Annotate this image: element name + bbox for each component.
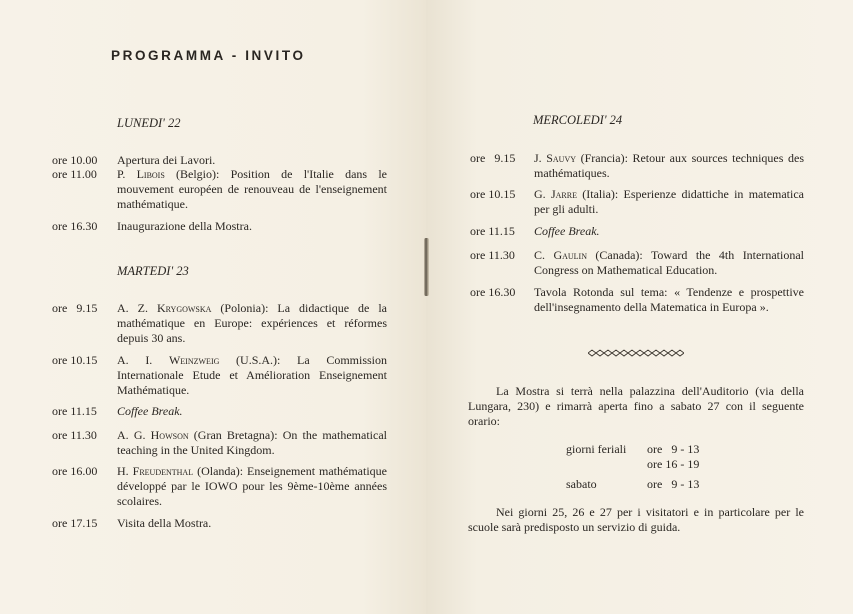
- event-tue-1: A. Z. Krygowska (Polonia): La didactique de la mathématique en Europe: expériences et réformes depuis 30 ans.: [117, 301, 387, 345]
- event-tue-5: H. Freudenthal (Olanda): Enseignement mathématique développé par le IOWO pour les 9ème-10ème années scolaires.: [117, 464, 387, 508]
- day-heading-wednesday: MERCOLEDI' 24: [533, 113, 623, 127]
- time-mon-2: ore 11.00: [52, 167, 97, 181]
- event-wed-4: C. Gaulin (Canada): Toward the 4th International Congress on Mathematical Education.: [534, 248, 804, 277]
- time-mon-3: ore 16.30: [52, 219, 98, 233]
- speaker-name: Sauvy: [546, 151, 577, 165]
- speaker-name: P. Libois: [117, 167, 165, 181]
- event-wed-3: Coffee Break.: [534, 224, 600, 238]
- day-heading-monday: LUNEDI' 22: [117, 116, 181, 130]
- time-wed-1: ore 9.15: [470, 151, 516, 165]
- event-tue-4: A. G. Howson (Gran Bretagna): On the mathematical teaching in the United Kingdom.: [117, 428, 387, 457]
- speaker-name: Weinzweig: [168, 353, 220, 367]
- day-heading-tuesday: MARTEDI' 23: [117, 264, 189, 278]
- event-mon-3: Inaugurazione della Mostra.: [117, 219, 252, 233]
- guide-note: Nei giorni 25, 26 e 27 per i visitatori e in particolare per le scuole sarà predisposto un servizio di guida.: [468, 505, 804, 534]
- time-tue-6: ore 17.15: [52, 516, 98, 530]
- time-tue-5: ore 16.00: [52, 464, 98, 478]
- time-mon-1: ore 10.00: [52, 153, 98, 167]
- speaker-name: Freudenthal: [132, 464, 194, 478]
- event-tue-6: Visita della Mostra.: [117, 516, 212, 530]
- event-mon-1: Apertura dei Lavori.: [117, 153, 216, 167]
- time-wed-3: ore 11.15: [470, 224, 515, 238]
- speaker-name: Jarre: [550, 187, 577, 201]
- weekdays-hours-morning: ore 9 - 13: [647, 442, 700, 456]
- weekdays-label: giorni feriali: [566, 442, 627, 456]
- event-tue-2: A. I. Weinzweig (U.S.A.): La Commission Internationale Etude et Amélioration Enseignement Mathématique.: [117, 353, 387, 397]
- event-tue-3: Coffee Break.: [117, 404, 183, 418]
- event-wed-5: Tavola Rotonda sul tema: « Tendenze e prospettive dell'insegnamento della Matematica in Europa ».: [534, 285, 804, 314]
- time-tue-1: ore 9.15: [52, 301, 98, 315]
- time-wed-2: ore 10.15: [470, 187, 516, 201]
- time-tue-3: ore 11.15: [52, 404, 97, 418]
- weekdays-hours-afternoon: ore 16 - 19: [647, 457, 700, 471]
- event-wed-2: G. Jarre (Italia): Esperienze didattiche in matematica per gli adulti.: [534, 187, 805, 216]
- left-page: [0, 0, 426, 614]
- time-wed-4: ore 11.30: [470, 248, 515, 262]
- time-tue-2: ore 10.15: [52, 353, 98, 367]
- binding-staple: [424, 238, 429, 296]
- saturday-label: sabato: [566, 477, 597, 491]
- event-mon-2: P. Libois (Belgio): Position de l'Italie dans le mouvement européen de renouveau de l'enseignement mathématique.: [117, 167, 387, 211]
- ornament-divider: [588, 349, 684, 357]
- exhibition-paragraph: La Mostra si terrà nella palazzina dell'Auditorio (via della Lungara, 230) e rimarrà aperta fino a sabato 27 con il seguente orario:: [468, 384, 804, 428]
- time-tue-4: ore 11.30: [52, 428, 97, 442]
- saturday-hours: ore 9 - 13: [647, 477, 700, 491]
- event-wed-1: J. Sauvy (Francia): Retour aux sources techniques des mathématiques.: [534, 151, 804, 180]
- speaker-name: Gaulin: [553, 248, 587, 262]
- page-title: PROGRAMMA - INVITO: [111, 48, 306, 63]
- speaker-name: Krygowska: [156, 301, 212, 315]
- speaker-name: Howson: [150, 428, 189, 442]
- time-wed-5: ore 16.30: [470, 285, 516, 299]
